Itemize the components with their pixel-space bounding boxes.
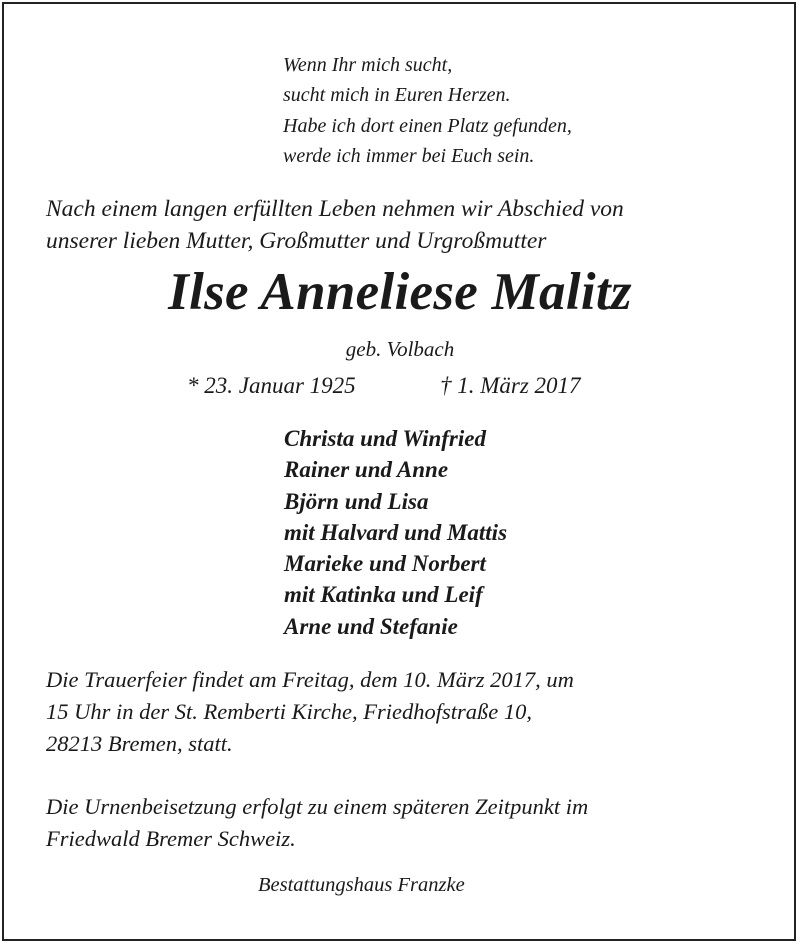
death-date: † 1. März 2017	[440, 373, 581, 398]
intro-line: Nach einem langen erfüllten Leben nehmen wir Abschied von	[46, 196, 624, 222]
service-line: 28213 Bremen, statt.	[46, 731, 233, 756]
poem-line: sucht mich in Euren Herzen.	[283, 84, 511, 107]
funeral-home: Bestattungshaus Franzke	[258, 874, 465, 896]
family-member: Björn und Lisa	[284, 488, 429, 514]
family-member: Christa und Winfried	[284, 426, 486, 451]
family-member: Arne und Stefanie	[284, 613, 458, 639]
service-line: 15 Uhr in der St. Remberti Kirche, Friedhofstraße 10,	[46, 699, 532, 724]
poem-line: Wenn Ihr mich sucht,	[283, 54, 453, 76]
urn-burial-info	[46, 791, 588, 855]
farewell-intro	[46, 193, 624, 257]
birth-date: * 23. Januar 1925	[187, 373, 356, 398]
family-member: Rainer und Anne	[284, 457, 449, 483]
memorial-poem	[283, 50, 572, 171]
urn-line: Die Urnenbeisetzung erfolgt zu einem späteren Zeitpunkt im	[46, 794, 589, 819]
service-line: Die Trauerfeier findet am Freitag, dem 10. März 2017, um	[46, 667, 574, 692]
family-list	[284, 423, 507, 642]
maiden-name: geb. Volbach	[345, 337, 455, 361]
funeral-service-info	[46, 664, 574, 760]
poem-line: Habe ich dort einen Platz gefunden,	[283, 114, 572, 137]
family-member: mit Halvard und Mattis	[284, 519, 508, 545]
urn-line: Friedwald Bremer Schweiz.	[46, 826, 296, 851]
family-member: mit Katinka und Leif	[284, 582, 483, 608]
deceased-name: Ilse Anneliese Malitz	[168, 263, 632, 321]
poem-line: werde ich immer bei Euch sein.	[283, 144, 535, 167]
intro-line: unserer lieben Mutter, Großmutter und Urgroßmutter	[46, 228, 547, 254]
family-member: Marieke und Norbert	[284, 551, 486, 577]
